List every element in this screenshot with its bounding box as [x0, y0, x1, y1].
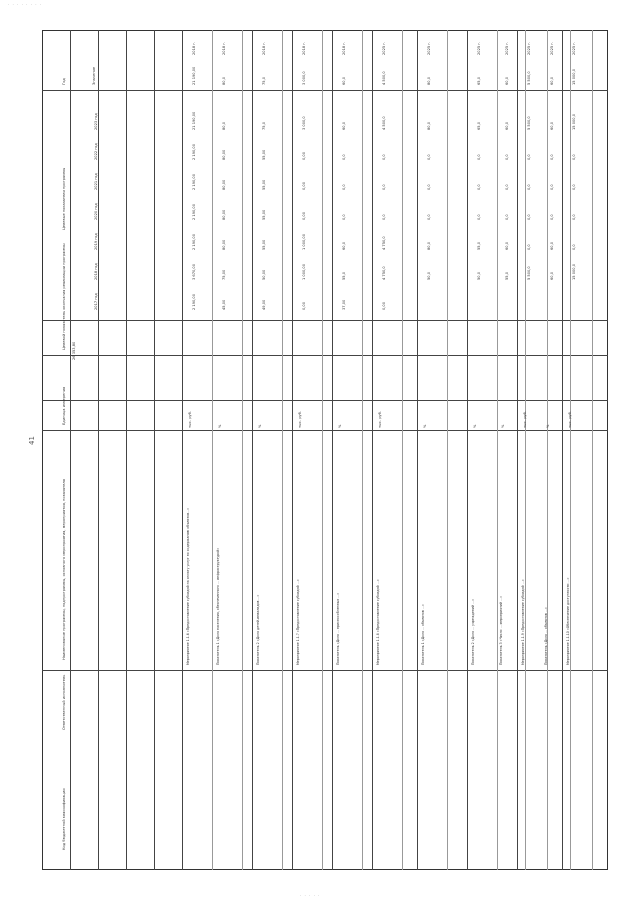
row-final-value: 65,0: [477, 76, 481, 85]
row-value: 0,0: [505, 184, 509, 190]
row-value: 0,0: [477, 154, 481, 160]
grid-line: [292, 30, 293, 870]
row-value: 55,00: [262, 239, 266, 250]
row-value: 60,0: [342, 241, 346, 250]
row-value: 50,0: [427, 271, 431, 280]
row-value: 0,0: [550, 154, 554, 160]
row-value: 4 500,0: [382, 116, 386, 130]
row-value: 0,0: [505, 154, 509, 160]
row-value: 60,0: [550, 241, 554, 250]
row-value: 0,0: [550, 184, 554, 190]
row-value: 5 500,0: [527, 266, 531, 280]
row-value: 0,0: [477, 214, 481, 220]
row-final-value: 3 000,0: [302, 71, 306, 85]
row-unit: %: [218, 424, 222, 428]
row-value: 0,0: [572, 214, 576, 220]
row-final-value: 60,0: [505, 76, 509, 85]
row-value: 15 000,0: [572, 113, 576, 130]
year-col-header: 2022 год: [94, 143, 98, 160]
grid-line: [154, 30, 155, 870]
row-value: 0,00: [302, 301, 306, 310]
grid-line: [42, 90, 608, 91]
row-value: 55,00: [262, 209, 266, 220]
year-col-header: 2017 год: [94, 293, 98, 310]
row-value: 75,0: [262, 121, 266, 130]
responsible-header: Ответственный исполнитель: [62, 674, 66, 730]
grid-line: [517, 30, 518, 870]
row-divider: [497, 30, 498, 870]
grid-line: [332, 30, 333, 870]
row-description: Показатель 2 «Доля ... учреждений ...»: [471, 598, 475, 665]
row-divider: [570, 30, 571, 870]
row-final-year: 2025 г.: [527, 41, 531, 55]
year-col-header: 2021 год: [94, 173, 98, 190]
name-header: Наименование программы, подпрограммы, основного мероприятия, мероприятия, показателя: [62, 479, 66, 660]
row-value: 4 750,0: [382, 266, 386, 280]
row-final-value: 75,0: [262, 76, 266, 85]
row-value: 80,00: [222, 239, 226, 250]
row-value: 0,0: [550, 214, 554, 220]
final-header: Целевой показатель окончания реализации программы: [62, 243, 66, 350]
grid-line: [42, 430, 608, 431]
row-value: 0,00: [302, 211, 306, 220]
row-value: 0,0: [527, 184, 531, 190]
row-unit: %: [423, 424, 427, 428]
indicators-header: Целевые показатели программы: [62, 167, 66, 230]
year-col-header: 2020 год: [94, 203, 98, 220]
row-value: 55,00: [262, 179, 266, 190]
row-final-value: 80,0: [222, 76, 226, 85]
row-description: Показатель 1 «Доля ... объектов ...»: [421, 604, 425, 665]
page-number: 41: [28, 436, 36, 445]
grid-line: [417, 30, 418, 870]
row-value: 0,0: [477, 184, 481, 190]
row-value: 55,0: [477, 241, 481, 250]
year-col-header: 2018 год: [94, 263, 98, 280]
value-header: Значение: [92, 66, 96, 85]
grid-line: [182, 30, 183, 870]
row-final-value: 80,0: [427, 76, 431, 85]
row-divider: [322, 30, 323, 870]
row-unit: тыс. руб.: [188, 411, 192, 428]
row-value: 0,0: [505, 214, 509, 220]
row-description: Мероприятие 1.1.7 «Предоставление субсидий ...»: [296, 579, 300, 665]
row-divider: [212, 30, 213, 870]
row-value: 80,0: [427, 121, 431, 130]
row-value: 1 000,00: [302, 233, 306, 250]
row-value: 0,0: [572, 184, 576, 190]
row-value: 21 190,00: [192, 111, 196, 130]
final-total: 26 353,80: [72, 341, 76, 360]
row-final-year: 2025 г.: [550, 41, 554, 55]
row-value: 45,00: [222, 299, 226, 310]
rotated-table: [42, 30, 608, 870]
row-description: Мероприятие 1.1.8 «Предоставление субсидий ...»: [376, 579, 380, 665]
row-unit: %: [473, 424, 477, 428]
row-value: 60,0: [505, 121, 509, 130]
row-divider: [242, 30, 243, 870]
row-value: 5 500,0: [527, 116, 531, 130]
row-divider: [282, 30, 283, 870]
row-value: 0,0: [427, 184, 431, 190]
row-value: 0,0: [527, 244, 531, 250]
row-value: 0,00: [302, 181, 306, 190]
grid-line: [372, 30, 373, 870]
row-final-year: 2025 г.: [572, 41, 576, 55]
row-unit: тыс. руб.: [378, 411, 382, 428]
row-value: 50,0: [477, 271, 481, 280]
row-value: 2 190,00: [192, 143, 196, 160]
row-value: 4 750,0: [382, 236, 386, 250]
grid-line: [467, 30, 468, 870]
row-unit: %: [258, 424, 262, 428]
row-divider: [402, 30, 403, 870]
top-scan-mark: · · · · · · · ·: [8, 2, 43, 7]
row-value: 0,0: [382, 214, 386, 220]
row-final-year: 2025 г.: [427, 41, 431, 55]
row-value: 15 000,0: [572, 263, 576, 280]
row-value: 1 000,00: [302, 263, 306, 280]
row-value: 55,0: [342, 271, 346, 280]
row-value: 80,0: [427, 241, 431, 250]
row-value: 0,0: [572, 244, 576, 250]
grid-line: [42, 320, 608, 321]
row-value: 3 670,00: [192, 263, 196, 280]
row-final-value: 60,0: [550, 76, 554, 85]
row-final-year: 2025 г.: [477, 41, 481, 55]
row-value: 0,0: [342, 184, 346, 190]
row-value: 3 000,0: [302, 116, 306, 130]
row-final-year: 2018 г.: [262, 41, 266, 55]
row-value: 80,0: [222, 121, 226, 130]
row-unit: тыс. руб.: [298, 411, 302, 428]
row-value: 55,00: [262, 149, 266, 160]
row-final-year: 2025 г.: [382, 41, 386, 55]
row-value: 0,0: [427, 154, 431, 160]
row-value: 50,00: [262, 269, 266, 280]
row-value: 0,0: [342, 154, 346, 160]
row-value: 65,0: [477, 121, 481, 130]
row-value: 0,00: [302, 151, 306, 160]
row-description: Мероприятие 1.1.9 «Предоставление субсидий ...»: [521, 579, 525, 665]
grid-line: [562, 30, 563, 870]
year-col-header: 2023 год: [94, 113, 98, 130]
row-value: 37,00: [342, 299, 346, 310]
row-value: 0,0: [572, 154, 576, 160]
row-value: 2 190,00: [192, 233, 196, 250]
grid-line: [42, 355, 608, 356]
classification-header: Код бюджетной классификации: [62, 788, 66, 850]
grid-line: [42, 400, 608, 401]
bottom-scan-mark: · · · · ·: [300, 893, 321, 898]
row-value: 75,00: [222, 269, 226, 280]
row-divider: [525, 30, 526, 870]
grid-line: [252, 30, 253, 870]
grid-line: [70, 30, 71, 870]
row-description: Мероприятие 1.1.10 «Обеспечение доступности ...»: [566, 577, 570, 665]
row-value: 0,0: [382, 184, 386, 190]
row-description: Показатель 1 «Доля населения, обеспеченного ... инфраструктурой»: [216, 547, 220, 665]
row-final-value: 4 500,0: [382, 71, 386, 85]
row-value: 2 190,00: [192, 293, 196, 310]
row-unit: %: [338, 424, 342, 428]
row-description: Показатель 2 «Доля детей-инвалидов ...»: [256, 594, 260, 665]
row-final-year: 2018 г.: [342, 41, 346, 55]
row-value: 2 190,00: [192, 173, 196, 190]
row-final-year: 2018 г.: [192, 41, 196, 55]
row-divider: [592, 30, 593, 870]
row-divider: [447, 30, 448, 870]
row-description: Показатель «Доля ... приспособленных ...»: [336, 592, 340, 665]
row-value: 60,0: [505, 241, 509, 250]
row-final-value: 21 190,00: [192, 66, 196, 85]
row-value: 0,0: [527, 214, 531, 220]
row-value: 60,0: [550, 271, 554, 280]
year-header: Год: [62, 78, 66, 85]
row-value: 2 190,00: [192, 203, 196, 220]
grid-line: [42, 670, 608, 671]
row-description: Мероприятие 1.1.6 «Предоставление субсидий на оплату услуг по содержанию объектов...»: [186, 507, 190, 665]
row-final-year: 2018 г.: [302, 41, 306, 55]
row-final-value: 15 000,0: [572, 68, 576, 85]
unit-header: Единица измерения: [62, 386, 66, 425]
row-unit: тыс. руб.: [523, 411, 527, 428]
row-value: 80,00: [222, 209, 226, 220]
row-value: 0,0: [382, 154, 386, 160]
row-value: 60,0: [342, 121, 346, 130]
row-description: Показатель «Доля ... объектов ...»: [544, 607, 548, 665]
row-value: 0,0: [342, 214, 346, 220]
row-description: Показатель 3 «Число ... мероприятий ...»: [499, 595, 503, 665]
row-final-value: 5 500,0: [527, 71, 531, 85]
row-unit: тыс. руб.: [568, 411, 572, 428]
row-final-value: 60,0: [342, 76, 346, 85]
row-value: 55,0: [505, 271, 509, 280]
row-unit: %: [546, 424, 550, 428]
grid-line: [126, 30, 127, 870]
row-final-year: 2018 г.: [222, 41, 226, 55]
row-value: 49,00: [262, 299, 266, 310]
row-value: 0,0: [427, 214, 431, 220]
row-value: 0,00: [382, 301, 386, 310]
row-value: 80,00: [222, 179, 226, 190]
year-col-header: 2019 год: [94, 233, 98, 250]
row-divider: [362, 30, 363, 870]
row-final-year: 2025 г.: [505, 41, 509, 55]
row-value: 0,0: [527, 154, 531, 160]
row-value: 80,00: [222, 149, 226, 160]
row-value: 60,0: [550, 121, 554, 130]
row-unit: %: [501, 424, 505, 428]
